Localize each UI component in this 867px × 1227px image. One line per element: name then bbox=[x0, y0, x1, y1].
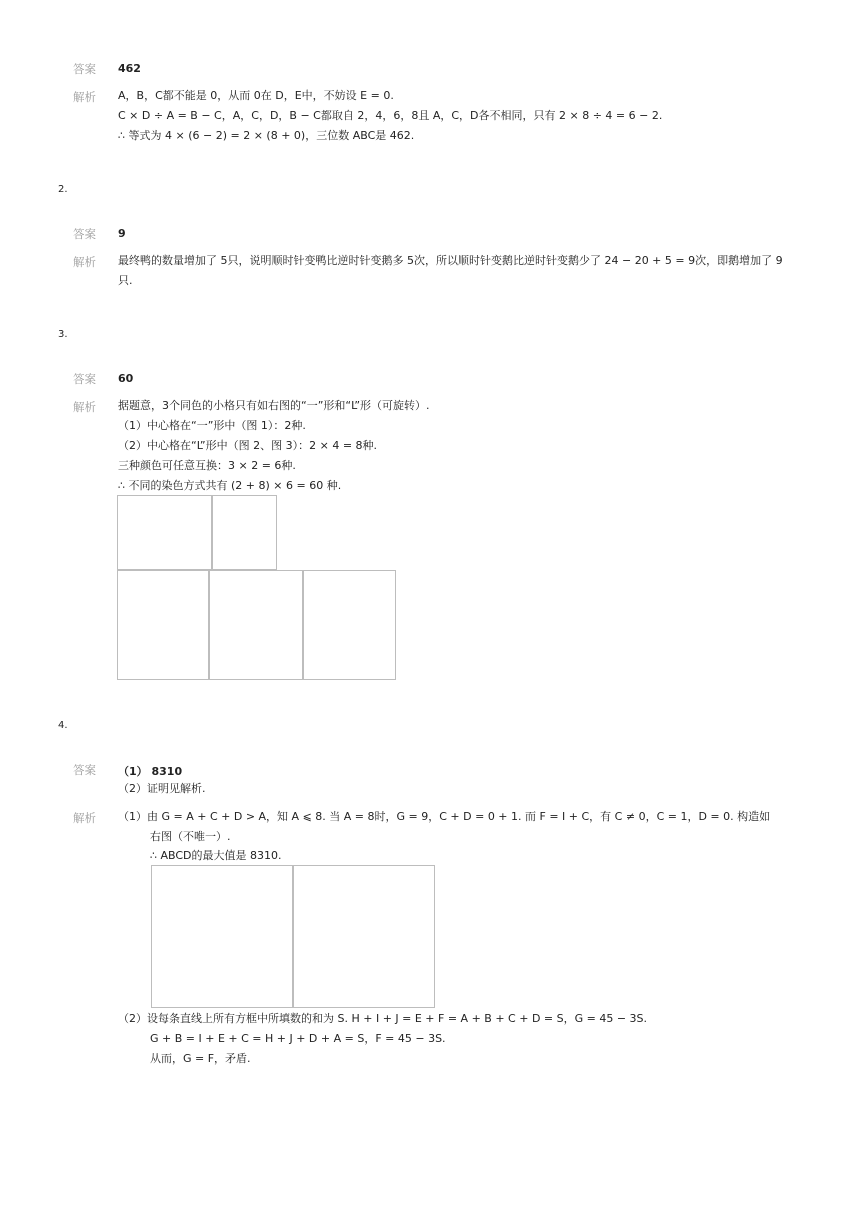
q4-part1-line-2: 右图（不唯一）. bbox=[150, 830, 231, 843]
q2-analysis-line-2: 只. bbox=[118, 274, 133, 287]
q1-analysis-line-2: C × D ÷ A = B − C，A，C，D，B − C都取自 2，4，6，8且 A，C，D各不相同，只有 2 × 8 ÷ 4 = 6 − 2. bbox=[118, 109, 663, 122]
q4-part2-line-2: G + B = I + E + C = H + J + D + A = S，F = 45 − 3S. bbox=[150, 1032, 446, 1045]
q1-answer-value: 462 bbox=[118, 62, 141, 75]
q2-analysis-line-1: 最终鸭的数量增加了 5只，说明顺时针变鸭比逆时针变鹅多 5次，所以顺时针变鹅比逆时针变鹅少了 24 − 20 + 5 = 9次，即鹅增加了 9 bbox=[118, 254, 783, 267]
q4-analysis-label: 解析 bbox=[73, 811, 96, 825]
q3-analysis-line-5: ∴ 不同的染色方式共有 (2 + 8) × 6 = 60 种. bbox=[118, 479, 342, 492]
q3-figure-4 bbox=[209, 570, 303, 680]
q4-part2-line-3: 从而，G = F，矛盾. bbox=[150, 1052, 251, 1065]
q3-answer-label: 答案 bbox=[73, 372, 96, 386]
q1-analysis-label: 解析 bbox=[73, 90, 96, 104]
q4-answer-label: 答案 bbox=[73, 763, 96, 777]
q4-figure-right bbox=[293, 865, 435, 1008]
q4-part1-line-1: （1）由 G = A + C + D > A，知 A ⩽ 8. 当 A = 8时，G = 9，C + D = 0 + 1. 而 F = I + C，有 C ≠ 0，C = 1，D = 0. 构造如 bbox=[118, 810, 771, 823]
q4-part2-line-1: （2）设每条直线上所有方框中所填数的和为 S. H + I + J = E + F = A + B + C + D = S，G = 45 − 3S. bbox=[118, 1012, 648, 1025]
q3-figure-3 bbox=[117, 570, 209, 680]
q3-analysis-line-2: （1）中心格在“一”形中（图 1）：2种. bbox=[118, 419, 306, 432]
q3-answer-value: 60 bbox=[118, 372, 134, 385]
q4-part1-line-3: ∴ ABCD的最大值是 8310. bbox=[150, 849, 282, 862]
q3-analysis-line-3: （2）中心格在“L”形中（图 2、图 3）：2 × 4 = 8种. bbox=[118, 439, 378, 452]
q2-number: 2. bbox=[58, 184, 68, 195]
q3-analysis-line-4: 三种颜色可任意互换：3 × 2 = 6种. bbox=[118, 459, 296, 472]
q2-answer-value: 9 bbox=[118, 227, 126, 240]
q3-figure-2 bbox=[212, 495, 277, 570]
q1-analysis-line-3: ∴ 等式为 4 × (6 − 2) = 2 × (8 + 0)，三位数 ABC是 462. bbox=[118, 129, 415, 142]
q2-analysis-label: 解析 bbox=[73, 255, 96, 269]
q3-figure-1 bbox=[117, 495, 212, 570]
q3-analysis-label: 解析 bbox=[73, 400, 96, 414]
q1-answer-label: 答案 bbox=[73, 62, 96, 76]
q1-analysis-line-1: A，B，C都不能是 0，从而 0在 D，E中，不妨设 E = 0. bbox=[118, 89, 394, 102]
q3-figure-5 bbox=[303, 570, 396, 680]
q3-number: 3. bbox=[58, 329, 68, 340]
q4-answer-2: （2）证明见解析. bbox=[118, 782, 206, 795]
q2-answer-label: 答案 bbox=[73, 227, 96, 241]
q4-number: 4. bbox=[58, 720, 68, 731]
q4-answer-1: （1） 8310 bbox=[118, 765, 183, 778]
q4-figure-left bbox=[151, 865, 293, 1008]
q3-analysis-line-1: 据题意，3个同色的小格只有如右图的“一”形和“L”形（可旋转）. bbox=[118, 399, 430, 412]
